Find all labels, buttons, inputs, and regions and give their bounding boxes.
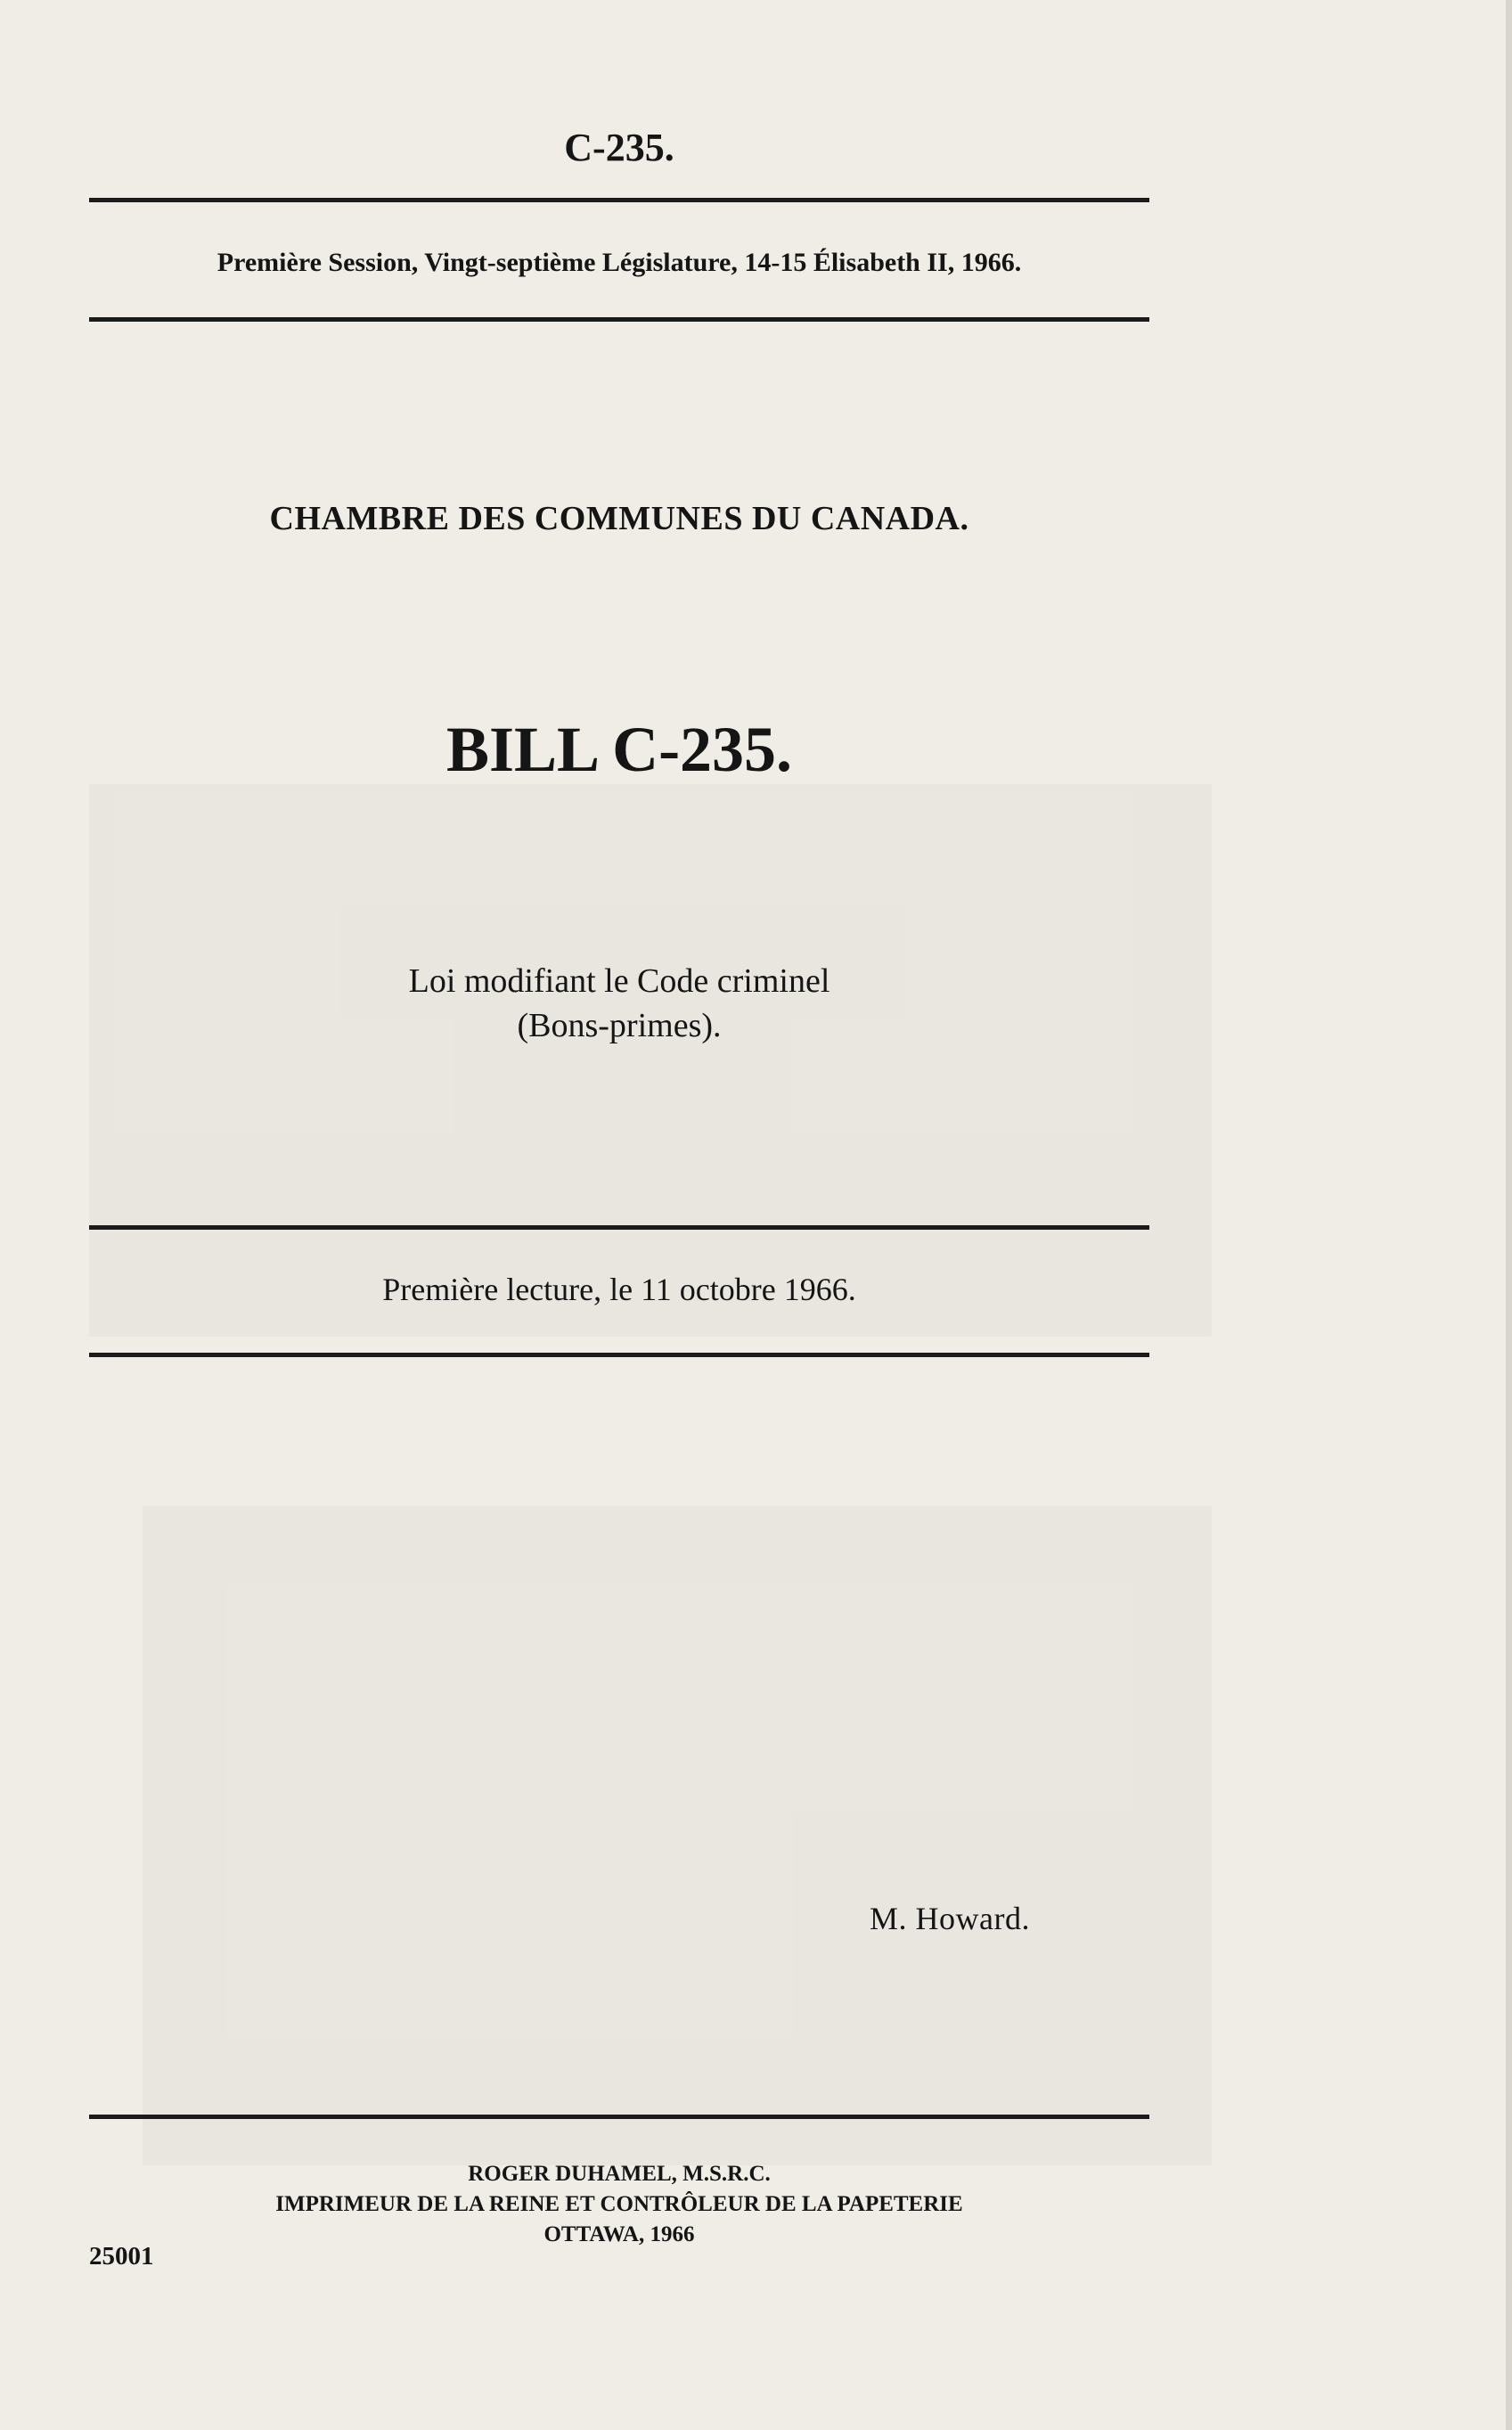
bleed-through-shadow <box>143 1506 1212 2165</box>
printer-name: ROGER DUHAMEL, M.S.R.C. <box>468 2162 771 2186</box>
print-code: 25001 <box>89 2242 154 2270</box>
bill-number: C-235. <box>564 126 674 169</box>
printer-place: OTTAWA, 1966 <box>544 2222 695 2246</box>
session-rule <box>89 317 1149 322</box>
printer-rule <box>89 2115 1149 2119</box>
page-edge <box>1506 0 1512 2430</box>
bleed-through-shadow <box>89 784 1212 1337</box>
sponsor-name: M. Howard. <box>870 1901 1030 1936</box>
reading-rule-bottom <box>89 1353 1149 1357</box>
bill-title: BILL C-235. <box>445 714 793 785</box>
reading-rule-top <box>89 1225 1149 1230</box>
first-reading-line: Première lecture, le 11 octobre 1966. <box>382 1272 856 1307</box>
session-line: Première Session, Vingt-septième Législature, 14-15 Élisabeth II, 1966. <box>217 248 1022 277</box>
printer-title: IMPRIMEUR DE LA REINE ET CONTRÔLEUR DE LA PAPETERIE <box>275 2192 963 2216</box>
printer-imprint <box>89 2159 1149 2250</box>
house-heading: CHAMBRE DES COMMUNES DU CANADA. <box>269 500 969 537</box>
top-rule <box>89 198 1149 202</box>
subject-line: (Bons-primes). <box>517 1007 722 1044</box>
bill-subject <box>89 959 1149 1048</box>
subject-line: Loi modifiant le Code criminel <box>408 962 830 1000</box>
